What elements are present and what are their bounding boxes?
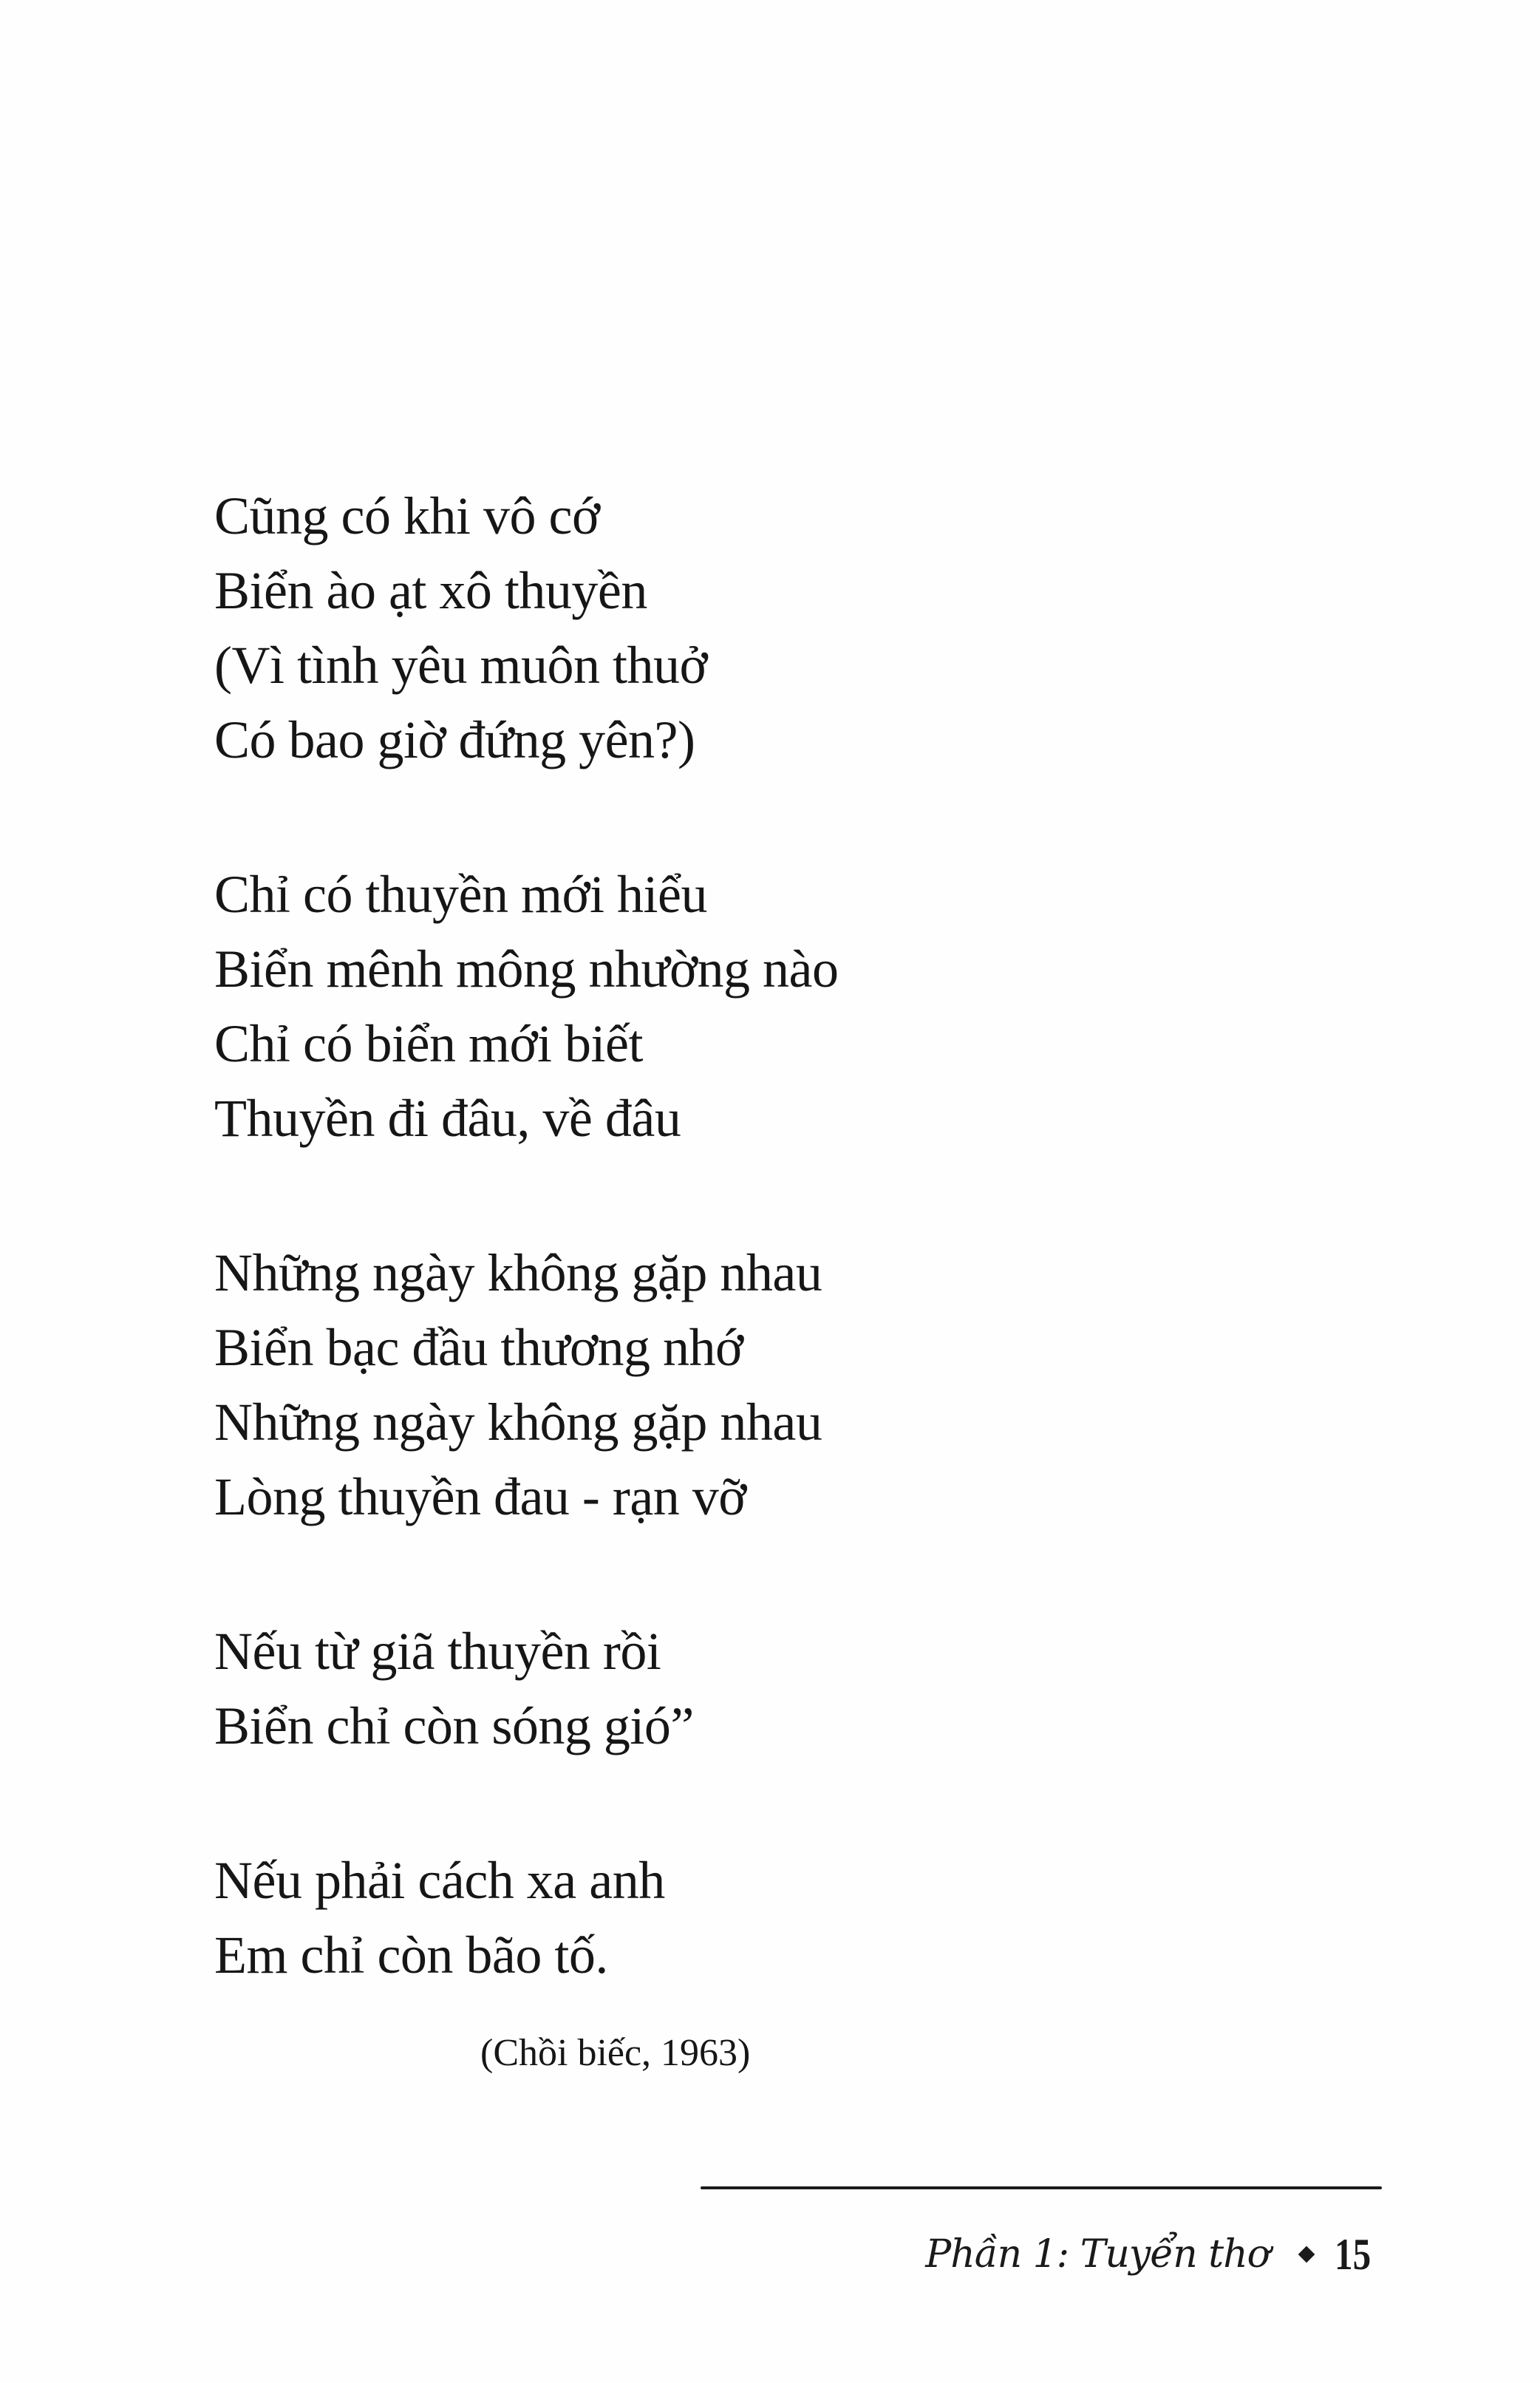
poem-line: (Vì tình yêu muôn thuở (214, 636, 708, 695)
poem-line: Em chỉ còn bão tố. (214, 1925, 608, 1985)
poem-line: Có bao giờ đứng yên?) (214, 710, 695, 769)
poem-line: Biển mênh mông nhường nào (214, 939, 839, 999)
poem-line: Nếu phải cách xa anh (214, 1851, 665, 1910)
stanza-4 (214, 1614, 1175, 1764)
page-number: 15 (1335, 2229, 1372, 2279)
poem-line: Biển ào ạt xô thuyền (214, 561, 647, 620)
poem-line: Biển bạc đầu thương nhớ (214, 1318, 743, 1377)
stanza-1 (214, 479, 1175, 778)
poem-line: Nếu từ giã thuyền rồi (214, 1622, 661, 1681)
poem-line: Những ngày không gặp nhau (214, 1243, 822, 1302)
stanza-3 (214, 1236, 1175, 1534)
poem-line: Cũng có khi vô cớ (214, 486, 600, 545)
poem-line: Lòng thuyền đau - rạn vỡ (214, 1467, 746, 1526)
stanza-5 (214, 1843, 1175, 1993)
poem-line: Thuyền đi đâu, về đâu (214, 1089, 681, 1148)
poem-body (214, 479, 1175, 2073)
diamond-bullet-icon (1298, 2246, 1315, 2263)
stanza-2 (214, 857, 1175, 1156)
page-footer (925, 2221, 1379, 2288)
poem-line: Biển chỉ còn sóng gió” (214, 1696, 694, 1755)
poem-line: Chỉ có thuyền mới hiểu (214, 865, 707, 924)
footer-divider (701, 2186, 1382, 2189)
running-section-title: Phần 1: Tuyển thơ (925, 2232, 1270, 2277)
poem-line: Những ngày không gặp nhau (214, 1393, 822, 1452)
poem-source-citation: (Chồi biếc, 1963) (480, 2032, 751, 2074)
poem-line: Chỉ có biển mới biết (214, 1014, 643, 1073)
